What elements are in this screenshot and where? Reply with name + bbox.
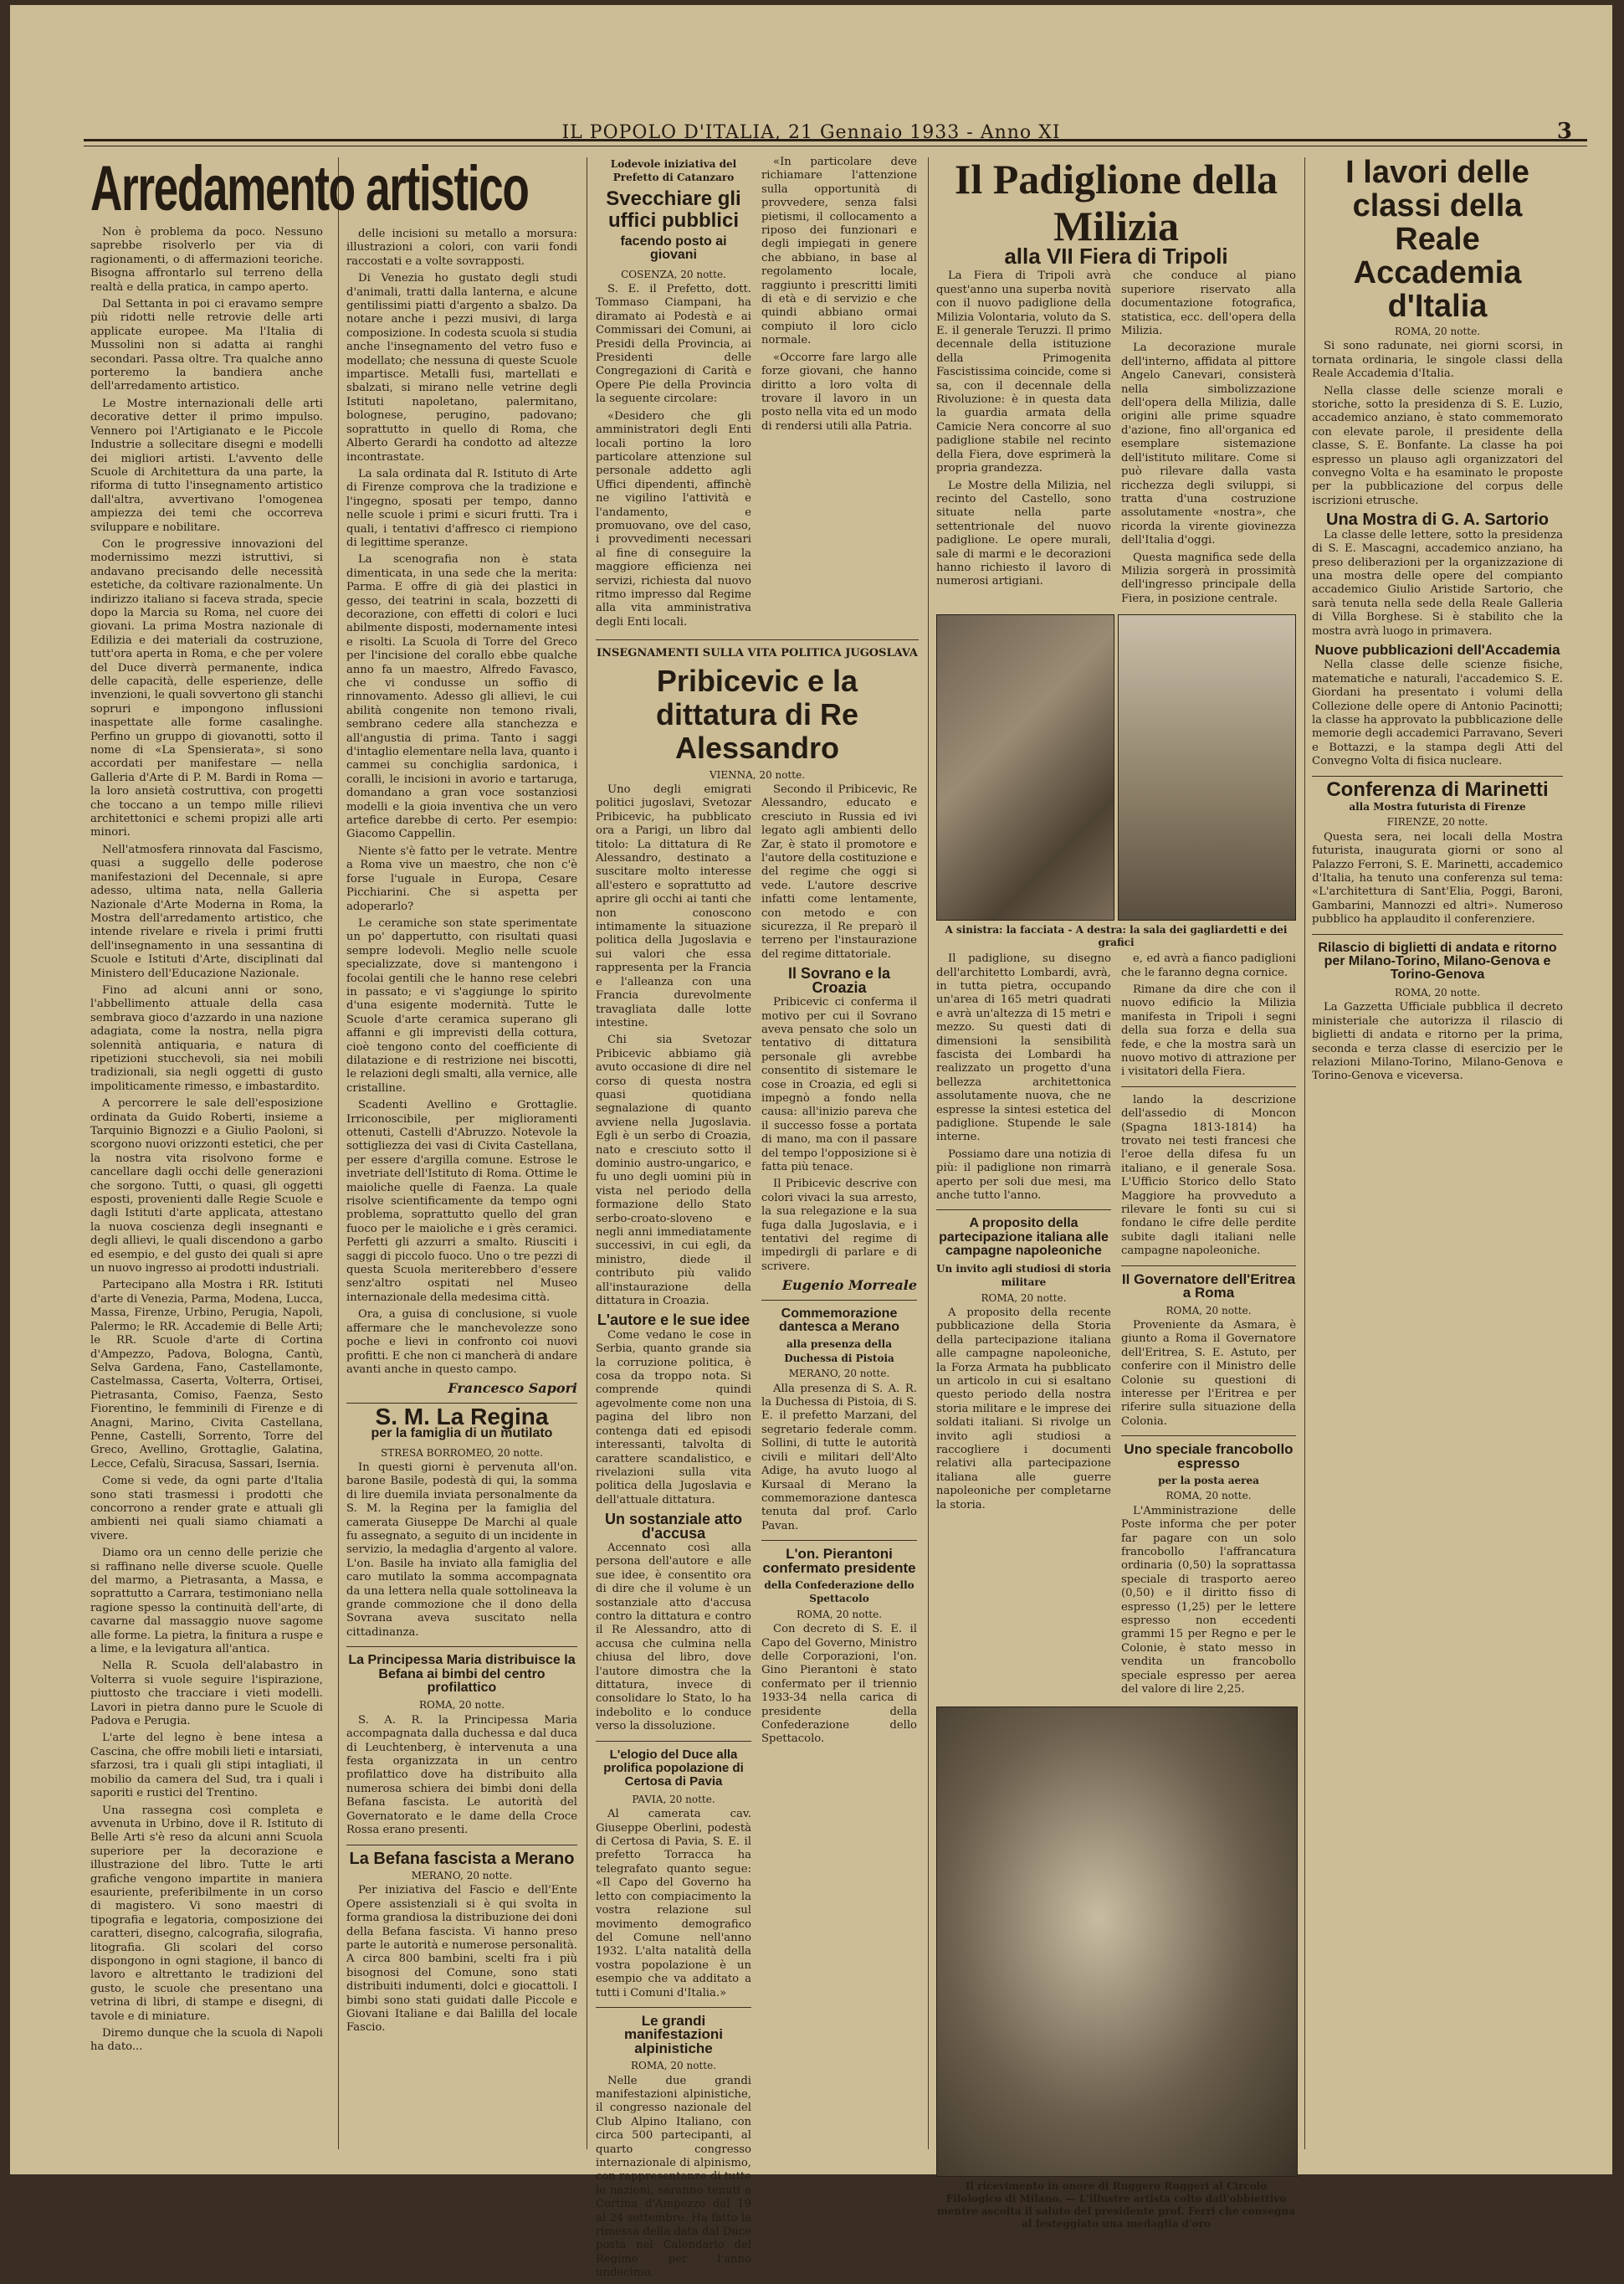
subtitle-regina: per la famiglia di un mutilato	[371, 1426, 553, 1441]
paragraph: Uno degli emigrati politici jugoslavi, Svetozar Pribicevic, ha pubblicato ora a Parigi, un libro dal titolo: La dittatura di Re Alessandro, destinato a suscitare molto interesse all'estero e soprattutto ad aprire gli occhi ai tanti che non conoscono intimamente la situazione politica della Jugoslavia e sui valori che essa rappresenta per la Francia e l'alleanza con una Francia durevolmente travagliata dalle lotte intestine.	[596, 783, 751, 1029]
paragraph: Partecipano alla Mostra i RR. Istituti d'arte di Venezia, Parma, Modena, Lucca, Massa, Firenze, Urbino, Perugia, Napoli, Palermo; le RR. Accademie di Belle Arti; le RR. Scuole d'arte di Cortina d'Ampezzo, Padova, Bologna, Cantù, Selva Gardena, Fano, Castellamonte, Castelmassa, Caserta, Volterra, Ortisei, Pietrasanta, Comiso, Faenza, Sesto Fiorentino, le femminili di Firenze e di Anagni, Marino, Civita Castellana, Penne, Castelli, Sorrento, Torre del Greco, Avellino, Grottaglie, Galatina, Lecce, Cefalù, Siracusa, Sassari, Isernia.	[90, 1279, 323, 1470]
paragraph: Scadenti Avellino e Grottaglie. Irriconoscibile, per miglioramenti ottenuti, Castelli d'Abruzzo. Notevole la sottigliezza dei vasi di Civita Castellana, per essere d'argilla comune. Estrose le invetriate dell'Istituto di Roma. Ottime le maioliche quelle di Faenza. La quale risolve scientificamente da tempo ogni problema, soprattutto quello del gran fuoco per le maioliche e i grès ceramici. Perfetti gli azzurri a smalto. Riusciti i saggi di piccolo fuoco. Uno o tre pezzi di questa Scuola meriterebbero d'essere senz'altro ospitati nel Museo internazionale della medesima città.	[346, 1099, 577, 1304]
headline-biglietti: Rilascio di biglietti di andata e ritorno per Milano-Torino, Milano-Genova e Torino-Genova	[1318, 940, 1557, 983]
headline-svecchiare: Svecchiare gli uffici pubblici	[606, 187, 741, 232]
article-svecchiare	[596, 156, 751, 633]
paragraph: La Fiera di Tripoli avrà quest'anno una superba novità con il nuovo padiglione della Milizia Volontaria, voluto da S. E. il generale Teruzzi. Il primo decennale della istituzione della Primogenita Fascistissima coincide, come si sa, con il decennale della Rivoluzione: è in questa data la guardia armata della Camicie Nera concorre al suo padiglione stabile nel recinto della Fiera, dove esprimerà la propria grandezza.	[936, 269, 1111, 475]
subtitle-milizia: alla VII Fiera di Tripoli	[1004, 244, 1228, 269]
paragraph: Le ceramiche son state sperimentate un po' dappertutto, con risultati quasi sempre lodevoli. Meglio nelle scuole specializzate, dove si mantengono i focolai gentili che le hanno rese celebri in passato; e vi s'aggiunge lo spirito d'una esigente modernità. Tutte le Scuole d'arte ceramica superano gli affanni e gli imprevisti della cottura, cioè tengono conto del coefficiente di dilatazione e di restrizione nei biscotti, le relazioni degli smalti, alla vernice, alle cristalline.	[346, 916, 577, 1095]
paragraph: Si sono radunate, nei giorni scorsi, in tornata ordinaria, le singole classi della Reale Accademia d'Italia.	[1312, 340, 1563, 381]
headline-milizia: Il Padiglione della Milizia	[954, 156, 1278, 249]
photo-pair	[936, 614, 1296, 921]
paragraph: Secondo il Pribicevic, Re Alessandro, educato e cresciuto in Russia ed ivi legato agli ambienti dello Zar, è stato il promotore e l'autore della costituzione e del regime che oggi si vede. L'autore descrive infatti come lentamente, con metodo e con sicurezza, il Re preparò il terreno per l'instaurazione del regime dittatoriale.	[761, 783, 917, 961]
headline-pribicevic: Pribicevic e la dittatura di Re Alessandro	[655, 663, 858, 765]
paragraph: La sala ordinata dal R. Istituto di Arte di Firenze comprova che la tradizione e l'ingegno, sposati per tempo, danno nelle scuole i primi e sicuri frutti. Tra i quali, i tentativi d'affresco ci riempiono di legittime speranze.	[346, 467, 577, 549]
newspaper-page	[10, 5, 1612, 2280]
paragraph: Nella classe delle scienze morali e storiche, sotto la presidenza di S. E. Luzio, accademico anziano, è stato commemorato con elevate parole, il presidente della classe, S. E. Bonfante. La classe ha poi espresso un plauso agli organizzatori del convegno Volta e ha esaminato le proposte per la pubblicazione del corpus delle iscrizioni etrusche.	[1312, 384, 1563, 507]
paragraph: Non è problema da poco. Nessuno saprebbe risolverlo per via di ragionamenti, o di affermazioni teoriche. Bisogna affrontarlo sul terreno della realtà e della pratica, in campo aperto.	[90, 226, 323, 294]
photo-caption-ruggeri: Il ricevimento in onore di Ruggero Ruggeri al Circolo Filologico di Milano. — L'illustre artista colto dall'obbiettivo mentre ascolta il saluto del presidente prof. Ferri che consegna al festeggiato una medaglia d'oro	[937, 2180, 1295, 2230]
headline-accademia: I lavori delle classi della Reale Accademia d'Italia	[1345, 155, 1529, 324]
paragraph: Le Mostre della Milizia, nel recinto del Castello, sono situate nella parte settentrionale del nuovo padiglione. Le opere murali, sale di marmi e le decorazioni hanno richiesto il lavoro di numerosi artigiani.	[936, 479, 1111, 588]
paragraph: Nella classe delle scienze fisiche, matematiche e naturali, l'accademico S. E. Giordani ha presentato i volumi della Collezione delle opere di Antonio Pacinotti; la classe ha approvato la pubblicazione delle memorie degli accademici Parravano, Severi e Bottazzi, e la stampa degli Atti del Convegno Volta di fisica nucleare.	[1312, 659, 1563, 768]
paragraph: L'arte del legno è bene intesa a Cascina, che offre mobili lieti e intarsiati, sfarzosi, tra i quali gli stipi intagliati, il mobilio da camera del Sud, tra i quali i saporiti e rustici del Trentino.	[90, 1732, 323, 1800]
paragraph: La decorazione murale dell'interno, affidata al pittore Angelo Canevari, consisterà nella simbolizzazione dell'opera della Milizia, dalle origini alle prime squadre d'azione, fino all'organica ed esemplare sistemazione dell'istituto militare. Come si può rilevare dalla vasta ricchezza degli sviluppi, si tratta d'una costruzione assolutamente «nostra», che ricorda la virente giovinezza dell'Italia d'oggi.	[1121, 341, 1296, 547]
dateline: ROMA, 20 notte.	[1165, 1490, 1252, 1502]
headline-pierantoni: L'on. Pierantoni confermato presidente	[762, 1546, 916, 1576]
dateline: MERANO, 20 notte.	[411, 1869, 513, 1881]
paragraph: L'Amministrazione delle Poste informa che per poter far pagare con un solo francobollo l'affrancatura ordinaria (0,50) la soprattassa speciale di trasporto aereo (0,50) e il diritto fisso di espresso (1,25) per le lettere espresso non eccedenti grammi 15 per Regno e per le Colonie, è stato messo in vendita un francobollo speciale espresso per aerea del valore di lire 2,25.	[1121, 1504, 1296, 1696]
paragraph: Di Venezia ho gustato degli studi d'animali, tratti dalla lanterna, e alcune gentilissimi piatti d'argento a sbalzo. Da notare anche i pezzi musivi, di larga composizione. In codesta scuola si studia anche l'insegnamento del vetro fuso e modellato; che nessuna di queste Scuole impartisce. Metalli fusi, martellati e sbalzati, si mirano nelle vetrine degli Istituti napoletano, palermitano, bolognese, perugino, padovano; soprattutto in quello di Roma, che Alberto Gerardi ha condotto ad altezze incontrastate.	[346, 272, 577, 464]
photo-sala-gagliardetti	[1118, 614, 1296, 921]
byline-sapori: Francesco Sapori	[448, 1380, 577, 1397]
article-svecchiare-continued	[761, 156, 917, 437]
dateline: FIRENZE, 20 notte.	[1386, 816, 1488, 829]
photo-caption-milizia: A sinistra: la facciata - A destra: la sala dei gagliardetti e dei grafici	[945, 924, 1288, 949]
kicker: Lodevole iniziativa del Prefetto di Catanzaro	[610, 158, 737, 184]
headline-napoleoniche: A proposito della partecipazione italiana alle campagne napoleoniche	[939, 1216, 1109, 1259]
photo-ruggeri	[936, 1707, 1298, 2177]
photo-facciata	[936, 614, 1114, 921]
dateline: MERANO, 20 notte.	[788, 1368, 890, 1380]
dateline: ROMA, 20 notte.	[796, 1608, 883, 1620]
subtitle-francobollo: per la posta aerea	[1158, 1474, 1259, 1486]
paragraph: «Occorre fare largo alle forze giovani, che hanno diritto a loro volta di trovare il lavoro in un posto nella vita ed un modo di rendersi utili alla Patria.	[761, 351, 917, 433]
column-rule	[1304, 157, 1305, 2149]
paragraph: S. A. R. la Principessa Maria accompagnata dalla duchessa e dal duca di Leuchtenberg, è intervenuta a una festa organizzata in un centro profilattico dove ha distribuito alla numerosa schiera dei bimbi doni della Befana fascista. Le autorità del Governatorato e le dame della Croce Rossa erano presenti.	[346, 1713, 577, 1837]
column-center	[596, 156, 919, 2280]
paragraph: lando la descrizione dell'assedio di Moncon (Spagna 1813-1814) ha trovato nei testi francesi che l'eroe della difesa fu un italiano, e il generale Sosa. L'Ufficio Storico dello Stato Maggiore ha provveduto a rilevare le fonti su cui si fondano le cifre delle perdite subite dagli italiani nelle campagne napoleoniche.	[1121, 1093, 1296, 1258]
headline-befana: La Befana fascista a Merano	[349, 1849, 575, 1868]
paragraph: Come si vede, da ogni parte d'Italia sono stati trasmessi i prodotti che concorrono a render grate e attuali gli ambienti nei quali siamo chiamati a vivere.	[90, 1475, 323, 1542]
dateline: ROMA, 20 notte.	[1394, 326, 1481, 337]
column-right	[1312, 156, 1563, 2148]
headline-sartorio: Una Mostra di G. A. Sartorio	[1326, 511, 1549, 530]
paragraph: Niente s'è fatto per le vetrate. Mentre a Roma vive un maestro, che non c'è forse l'uguale in Europa, Cesare Picchiarini. Che si aspetta per adoperarlo?	[346, 844, 577, 913]
headline-pubblicazioni: Nuove pubblicazioni dell'Accademia	[1314, 641, 1560, 658]
masthead: IL POPOLO D'ITALIA, 21 Gennaio 1933 - Anno XI	[561, 122, 1061, 143]
column-rule	[338, 157, 339, 2149]
headline-eritrea: Il Governatore dell'Eritrea a Roma	[1121, 1270, 1296, 1301]
paragraph: Per iniziativa del Fascio e dell'Ente Opere assistenziali si è qui svolta in forma grandiosa la distribuzione dei doni della Befana fascista. Vi hanno preso parte le autorità e numerose personalità. A circa 800 bambini, scelti fra i più bisognosi del Comune, sono stati distribuiti indumenti, dolci e giocattoli. I bimbi sono stati guidati dalle Piccole e Giovani Italiane e dai Balilla del locale Fascio.	[346, 1884, 578, 2035]
page-number: 3	[1556, 119, 1572, 144]
paragraph: La Gazzetta Ufficiale pubblica il decreto ministeriale che autorizza il rilascio di biglietti di andata e ritorno per la prima, seconda e terza classe di esercizio per le relazioni Milano-Torino, Milano-Genova e Torino-Genova e viceversa.	[1312, 1001, 1563, 1083]
subtitle-pierantoni: della Confederazione dello Spettacolo	[764, 1578, 914, 1605]
paragraph: Proveniente da Asmara, è giunto a Roma il Governatore dell'Eritrea, S. E. Astuto, per conferire con il Ministro delle Colonie su questioni di interesse per l'Eritrea e per riferire sulla situazione della Colonia.	[1121, 1318, 1296, 1428]
paragraph: Ora, a guisa di conclusione, si vuole affermare che le manchevolezze sono poche e lievi in confronto coi nuovi profitti. E che non ci mancherà di andare avanti anche in questo campo.	[346, 1308, 577, 1376]
paragraph: Diamo ora un cenno delle perizie che si raffinano nelle diverse scuole. Quelle del marmo, a Pietrasanta, a Massa, e soprattutto a Carrara, testimoniano nella ragione spesso la continuità dell'arte, di cavarne dal massaggio nuove sagome alle forme. La pietra, la finitura a ruspe e a lime, e la levigatura all'antica.	[90, 1547, 323, 1656]
column-rule	[928, 157, 929, 2149]
paragraph: Pribicevic ci conferma il motivo per cui il Sovrano aveva pensato che solo un tentativo di dittatura personale gli avrebbe consentito di sistemare le cose in Croazia, ed egli si impegnò a fondo nella causa: all'inizio pareva che il successo fosse a portata di mano, ma con il passare del tempo l'opposizione si è fatta più tenace.	[761, 996, 917, 1173]
paragraph: e, ed avrà a fianco padiglioni che le faranno degna cornice.	[1121, 952, 1296, 979]
paragraph: Il padiglione, su disegno dell'architetto Lombardi, avrà, in tutta pietra, occupando un'area di 165 metri quadrati e avrà un'altezza di 15 metri e mezzo. Su questi dati di dimensioni la sensibilità fascista dei Lombardi ha realizzato un progetto d'una bellezza architettonica assolutamente nuova, che ne espresse la sintesi estetica del padiglione. Stupende le sale interne.	[936, 952, 1111, 1144]
paragraph: Questa sera, nei locali della Mostra futurista, inaugurata giorni or sono al Palazzo Ferroni, S. E. Marinetti, accademico d'Italia, ha tenuto una conferenza sul tema: «L'architettura di Sant'Elia, Poggi, Baroni, Gambarini, Mannozzi ed altri». Numeroso pubblico ha applaudito il conferenziere.	[1312, 830, 1563, 926]
paragraph: che conduce al piano superiore riservato alla documentazione fotografica, statistica, ecc. dell'opera della Milizia.	[1121, 269, 1296, 338]
paragraph: Alla presenza di S. A. R. la Duchessa di Pistoia, di S. E. il prefetto Marzani, del segretario federale comm. Sollini, di tutte le autorità civili e militari dell'Alto Adige, ha avuto luogo al Kursaal di Merano la commemorazione dantesca tenuta dal prof. Carlo Pavan.	[761, 1382, 917, 1532]
section-heading: Il Sovrano e la Croazia	[787, 965, 891, 996]
section-heading: L'autore e le sue idee	[597, 1311, 751, 1329]
paragraph: Le Mostre internazionali delle arti decorative detter il primo impulso. Vennero poi l'Artigianato e le Piccole Industrie a sollecitare disegni e modelli dei migliori artisti. L'avvento delle Scuole di Architettura da una parte, la riforma di tutto l'insegnamento artistico dall'altra, avvertivano l'omogenea ampiezza dei temi che occorreva sviluppare e nobilitare.	[90, 397, 323, 534]
kicker: INSEGNAMENTI SULLA VITA POLITICA JUGOSLAVA	[597, 647, 918, 660]
headline-francobollo: Uno speciale francobollo espresso	[1124, 1441, 1294, 1471]
paragraph: «In particolare deve richiamare l'attenzione sulla opportunità di provvedere, senza falsi pietismi, il collocamento a riposo dei funzionari e degli impiegati in genere che abbiano, in base al regolamento locale, raggiunto i prescritti limiti di età e di servizio e che quindi abbiano ormai compiuto il loro ciclo normale.	[761, 156, 917, 347]
paragraph: «Desidero che gli amministratori degli Enti locali portino la loro particolare attenzione sul personale addetto agli Uffici dipendenti, affinchè ne vigilino l'attività e l'andamento, e promuovano, ove del caso, i provvedimenti necessari al fine di conseguire la maggiore efficienza nei servizi, richiesta dal nuovo ritmo impresso dal Regime alla vita amministrativa degli Enti locali.	[596, 409, 751, 629]
paragraph: Chi sia Svetozar Pribicevic abbiamo già avuto occasione di dire nel corso di questa nostra quasi quotidiana segnalazione di quanto avviene nella Jugoslavia. Egli è un serbo di Croazia, nato e cresciuto sotto il dominio austro-ungarico, e fu uno degli uomini più in vista nel periodo della formazione dello Stato serbo-croato-sloveno e negli anni immediatamente successivi, in cui egli, da ministro, diede il contributo più valido all'instaurazione della dittatura in Croazia.	[596, 1034, 751, 1308]
paragraph: Una rassegna così completa e avvenuta in Urbino, dove il R. Istituto di Belle Arti s'è reso da alcuni anni Scuola superiore per la decorazione e illustrazione del libro. Tutte le arti grafiche vengono impartite in maniera esauriente, preferibilmente in un corso di magistero. Vi sono maestri di tipografia e legatoria, composizione dei caratteri, disegno, calcografia, silografia, litografia. Gli scolari del corso dispongono in ogni stagione, il banco di lavoro e altrettanto le tradizioni del gusto, le scuole che presentano una vetrina di libri, di stampe e disegni, di tavole e di miniature.	[90, 1804, 323, 2023]
paragraph: Nell'atmosfera rinnovata dal Fascismo, quasi a suggello delle poderose manifestazioni del Decennale, si apre adesso, ultima nata, nella Galleria Nazionale d'Arte Moderna in Roma, la Mostra dell'arredamento artistico, che intende rivelare e rivela i primi frutti dell'insegnamento in una sessantina di Scuole e Istituti d'Arte, disciplinati dal Ministero dell'Educazione Nazionale.	[90, 843, 323, 980]
paragraph: Al camerata cav. Giuseppe Oberlini, podestà di Certosa di Pavia, S. E. il prefetto Torracca ha telegrafato quanto segue: «Il Capo del Governo ha letto con compiacimento la vostra relazione sul movimento demografico del Comune nell'anno 1932. L'alta natalità della vostra popolazione è un esempio che va additato a tutti i Comuni d'Italia.»	[596, 1808, 751, 1999]
paragraph: Nella R. Scuola dell'alabastro in Volterra si vuole seguire l'ispirazione, piuttosto che tracciare i vieti modelli. Lavori in pietra danno pure le Scuole di Padova e Perugia.	[90, 1660, 323, 1728]
article-milizia	[936, 156, 1296, 2230]
dateline: ROMA, 20 notte.	[1394, 986, 1481, 998]
paragraph: Fino ad alcuni anni or sono, l'abbellimento attuale della casa sembrava gioco d'azzardo in una nazione adagiata, come la nostra, nella pigra solennità antiquaria, e natura di ripetizioni stucchevoli, sia nei mobili tradizionali, sia negli oggetti di gusto impoliticamente rimesso, e imbastardito.	[90, 983, 323, 1093]
headline-certosa: L'elogio del Duce alla prolifica popolazione di Certosa di Pavia	[603, 1747, 744, 1789]
paragraph: Accennato così alla persona dell'autore e alle sue idee, è consentito ora di dire che il volume è un sostanziale atto d'accusa contro la dittatura e contro il Re Alessandro, atto di accusa che culmina nella chiusa del libro, dove l'autore dimostra che la dittatura, invece di consolidare lo Stato, lo ha indebolito e lo conduce verso la dissoluzione.	[596, 1541, 751, 1733]
paragraph: delle incisioni su metallo a morsura: illustrazioni a colori, con varii fondi raccostati e a volte sovrapposti.	[346, 228, 577, 268]
dateline: VIENNA, 20 notte.	[709, 768, 806, 781]
paragraph: La scenografia non è stata dimenticata, in una sede che la merita: Parma. E offre di già dei plastici in gesso, dei teatrini in scala, bozzetti di decorazione, con effetti di colori e luci abilmente disposti, modernamente intesi e risolti. La Scuola di Torre del Greco per l'incisione del corallo ebbe qualche anno fa un maestro, Alfredo Favasco, che vi condusse un soffio di rinnovamento. Adesso gli allievi, le cui abilità congenite non temono rivali, sembrano cedere alla stanchezza e all'angustia di prima. Tanto i saggi d'intaglio elementare nella lava, quanto i cammei su conchiglia sardonica, i coralli, le incisioni in avorio e tartaruga, domandano a gran voce sostanziosi modelli e la gioia inventiva che un vero artefice darebbe di certo. Per esempio: Giacomo Cappellin.	[346, 553, 577, 841]
header-rule	[84, 139, 1587, 141]
headline-commemorazione: Commemorazione dantesca a Merano	[778, 1306, 900, 1335]
headline-arredamento: Arredamento artistico	[90, 153, 529, 224]
paragraph: Possiamo dare una notizia di più: il padiglione non rimarrà aperto per soli due mesi, ma anche tutto l'anno.	[936, 1147, 1111, 1203]
dateline: ROMA, 20 notte.	[630, 2060, 717, 2072]
paragraph: S. E. il Prefetto, dott. Tommaso Ciampani, ha diramato ai Podestà e ai Commissari dei Comuni, ai Presidi della Provincia, ai Presidenti delle Congregazioni di Carità e Opere Pie della Provincia la seguente circolare:	[596, 283, 751, 406]
paragraph: Il Pribicevic descrive con colori vivaci la sua arresto, la sua relegazione e la sua fuga dalla Jugoslavia, e i tentativi del regime di impedirgli di parlare e di scrivere.	[761, 1178, 917, 1273]
dateline: ROMA, 20 notte.	[418, 1699, 505, 1712]
byline-morreale: Eugenio Morreale	[781, 1277, 917, 1294]
dateline: STRESA BORROMEO, 20 notte.	[381, 1446, 543, 1459]
subtitle-marinetti: alla Mostra futurista di Firenze	[1349, 801, 1526, 813]
subtitle-commemorazione: alla presenza della Duchessa di Pistoia	[784, 1338, 894, 1364]
headline-regina: S. M. La Regina	[375, 1403, 549, 1429]
headline-principessa: La Principessa Maria distribuisce la Befana ai bimbi del centro profilattico	[348, 1653, 576, 1696]
paragraph: Questa magnifica sede della Milizia sorgerà in prossimità dell'ingresso principale della Fiera, in posizione centrale.	[1121, 551, 1296, 605]
paragraph: La classe delle lettere, sotto la presidenza di S. E. Mascagni, accademico anziano, ha preso deliberazioni per la organizzazione di una mostra delle opere del compianto accademico Giulio Aristide Sartorio, che sarà tenuta nella sede della Reale Galleria di Villa Borghese. Si è stabilito che la mostra avrà luogo in primavera.	[1312, 528, 1563, 638]
paragraph: Dal Settanta in poi ci eravamo sempre più ridotti nelle retrovie delle arti applicate europee. Ma l'Italia di Mussolini non si adatta ai ranghi secondari. Passa oltre. Tra qualche anno porteremo la bandiera anche dell'arredamento artistico.	[90, 298, 323, 393]
paragraph: A percorrere le sale dell'esposizione ordinata da Guido Roberti, insieme a Tarquinio Bignozzi e a Giulio Paoloni, si scorgono nuovi orizzonti estetici, che per la nostra vita risolvono forme e cancellare dagli occhi delle generazioni che sorgono. Tutti, o quasi, gli oggetti esposti, provenienti dalle Regie Scuole e dagli Istituti d'arte applicata, attestano la nuova coscienza degli insegnanti e degli allievi, le quali discendono a garbo ed esempio, e del gusto dei quali si apre un nuovo ingresso ai prodotti industriali.	[90, 1097, 323, 1275]
paragraph: In questi giorni è pervenuta all'on. barone Basile, podestà di qui, la somma di lire duemila inviata personalmente da S. M. la Regina per la famiglia del camerata Giuseppe De Marchi al quale fu assegnato, a seguito di un incidente in servizio, la medaglia d'argento al valore. L'on. Basile ha inviato alla famiglia del caro mutilato la somma accompagnata da una lettera nella quale sottolineava la grande commozione che il dono della Sovrana aveva suscitato nella cittadinanza.	[346, 1460, 577, 1639]
paragraph: Nelle due grandi manifestazioni alpinistiche, il congresso nazionale del Club Alpino Italiano, con circa 500 partecipanti, al quarto congresso internazionale di alpinismo, con rappresentanze di tutte le nazioni, saranno tenuti a Cortina d'Ampezzo dal 19 al 24 settembre. Ha fatto la rimessa della data dal Duce posta nel Calendario del Regime per l'anno undecimo.	[596, 2074, 751, 2280]
headline-marinetti: Conferenza di Marinetti	[1326, 778, 1549, 801]
subtitle-napoleoniche: Un invito agli studiosi di storia militare	[936, 1262, 1111, 1289]
paragraph: Rimane da dire che con il nuovo edificio la Milizia manifesta in Tripoli i segni della sua forza e della sua fede, e che la mostra sarà un nuovo motivo di attrazione per i visitatori della Fiera.	[1121, 983, 1296, 1079]
dateline: PAVIA, 20 notte.	[632, 1793, 715, 1805]
section-heading: Un sostanziale atto d'accusa	[604, 1511, 743, 1542]
paragraph: Con le progressive innovazioni del modernissimo mezzi istruttivi, si andavano precisando delle necessità estetiche, da coltivare razionalmente. Un indirizzo italiano si faceva strada, specie dopo la Marcia su Roma, nel cuore dei giovani. La prima Mostra nazionale di Edilizia e dei materiali da costruzione, tutt'ora aperta in Roma, e che per volere del Duce diverrà permanente, indica delle capacità, delle esperienze, delle invenzioni, le quali sovvertono gli stanchi sopruri e impongono influssioni inaspettate alle forme casalinghe. Perfino un gruppo di giovanotti, sotto il nome di «La Spensierata», si sono accordati per manifestare — nella Galleria d'Arte di P. M. Bardi in Roma — la loro ansietà costruttiva, con progetti che toccano a un tempo mille rilievi architettonici e schemi propizi alle arti minori.	[90, 537, 323, 839]
headline-alpinistiche: Le grandi manifestazioni alpinistiche	[623, 2012, 724, 2056]
paragraph: Diremo dunque che la scuola di Napoli ha dato...	[90, 2027, 323, 2054]
dateline: COSENZA, 20 notte.	[621, 268, 726, 280]
article-arredamento-continued	[346, 156, 577, 2148]
dateline: ROMA, 20 notte.	[1165, 1304, 1252, 1317]
paragraph: Come vedano le cose in Serbia, quanto grande sia la corruzione politica, è cosa da troppo nota. Si comprende quindi agevolmente come non una pagina del libro non contenga dati ed episodi interessanti, talvolta di carattere scandalistico, e rivelazioni sulla vita politica della Jugoslavia e dell'attuale dittatura.	[596, 1328, 751, 1506]
subtitle-svecchiare: facendo posto ai giovani	[620, 234, 727, 263]
dateline: ROMA, 20 notte.	[981, 1291, 1067, 1304]
paragraph: A proposito della recente pubblicazione della Storia della partecipazione italiana alle campagne napoleoniche, la Forza Armata ha pubblicato un articolo in cui si esaltano questo periodo della nostra storia militare e le imprese dei soldati italiani. Si rivolge un invito agli studiosi a raccogliere i documenti relativi alla partecipazione italiana alle guerre napoleoniche per completarne la storia.	[936, 1306, 1111, 1512]
paragraph: Con decreto di S. E. il Capo del Governo, Ministro delle Corporazioni, l'on. Gino Pierantoni è stato confermato per il triennio 1933-34 nella carica di presidente della Confederazione dello Spettacolo.	[761, 1623, 917, 1746]
